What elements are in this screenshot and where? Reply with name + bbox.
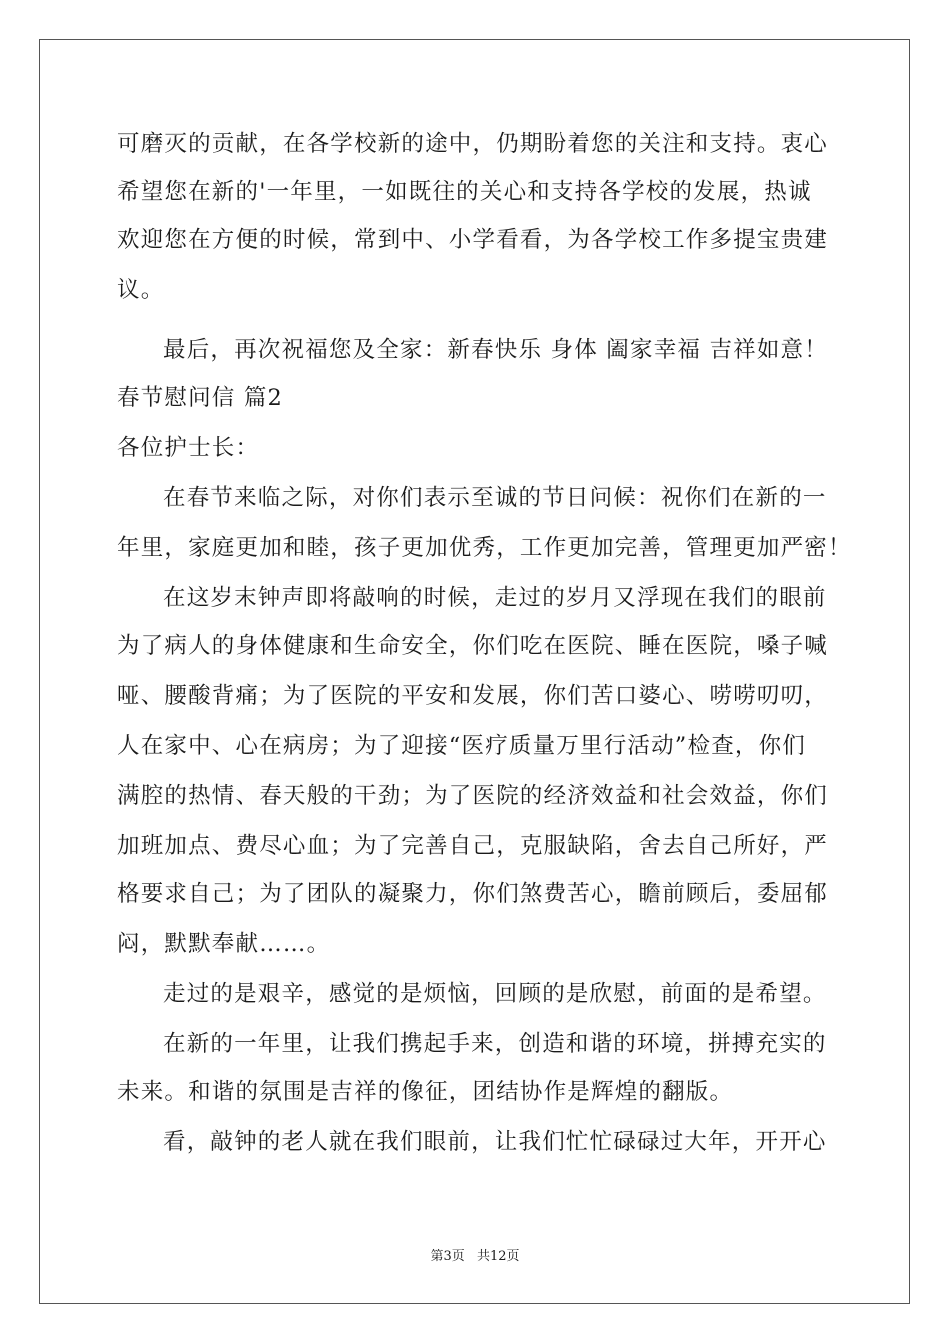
text-line: 看，敲钟的老人就在我们眼前，让我们忙忙碌碌过大年，开开心	[163, 1129, 827, 1155]
text-line: 走过的是艰辛，感觉的是烦恼，回顾的是欣慰，前面的是希望。	[163, 981, 827, 1007]
text-line: 可磨灭的贡献，在各学校新的途中，仍期盼着您的关注和支持。衷心	[117, 131, 829, 157]
text-line: 格要求自己；为了团队的凝聚力，你们煞费苦心，瞻前顾后，委屈郁	[117, 881, 829, 907]
text-line: 加班加点、费尽心血；为了完善自己，克服缺陷，舍去自己所好，严	[117, 833, 829, 859]
text-line: 在春节来临之际，对你们表示至诚的节日问候：祝你们在新的一	[163, 485, 827, 511]
text-line: 未来。和谐的氛围是吉祥的像征，团结协作是辉煌的翻版。	[117, 1079, 734, 1105]
page-number: 第3页	[430, 1249, 465, 1264]
text-line: 在新的一年里，让我们携起手来，创造和谐的环境，拼搏充实的	[163, 1031, 827, 1057]
text-line: 哑、腰酸背痛；为了医院的平安和发展，你们苦口婆心、唠唠叨叨，	[117, 683, 829, 709]
text-line: 最后，再次祝福您及全家：新春快乐 身体 阖家幸福 吉祥如意！	[163, 337, 828, 363]
salutation: 各位护士长：	[117, 435, 260, 461]
text-line: 闷，默默奉献……。	[117, 931, 331, 957]
text-line: 为了病人的身体健康和生命安全，你们吃在医院、睡在医院，嗓子喊	[117, 633, 829, 659]
page-total: 共12页	[476, 1249, 520, 1264]
page-footer	[0, 1245, 950, 1264]
text-line: 人在家中、心在病房；为了迎接“医疗质量万里行活动”检查，你们	[117, 733, 807, 759]
text-line: 年里，家庭更加和睦，孩子更加优秀，工作更加完善，管理更加严密！	[117, 535, 852, 561]
text-line: 议。	[117, 277, 165, 303]
text-line: 欢迎您在方便的时候，常到中、小学看看，为各学校工作多提宝贵建	[117, 227, 829, 253]
text-line: 在这岁末钟声即将敲响的时候，走过的岁月又浮现在我们的眼前	[163, 585, 827, 611]
section-heading: 春节慰问信 篇2	[117, 385, 284, 411]
text-line: 满腔的热情、春天般的干劲；为了医院的经济效益和社会效益，你们	[117, 783, 829, 809]
text-line: 希望您在新的'一年里，一如既往的关心和支持各学校的发展，热诚	[117, 179, 812, 205]
